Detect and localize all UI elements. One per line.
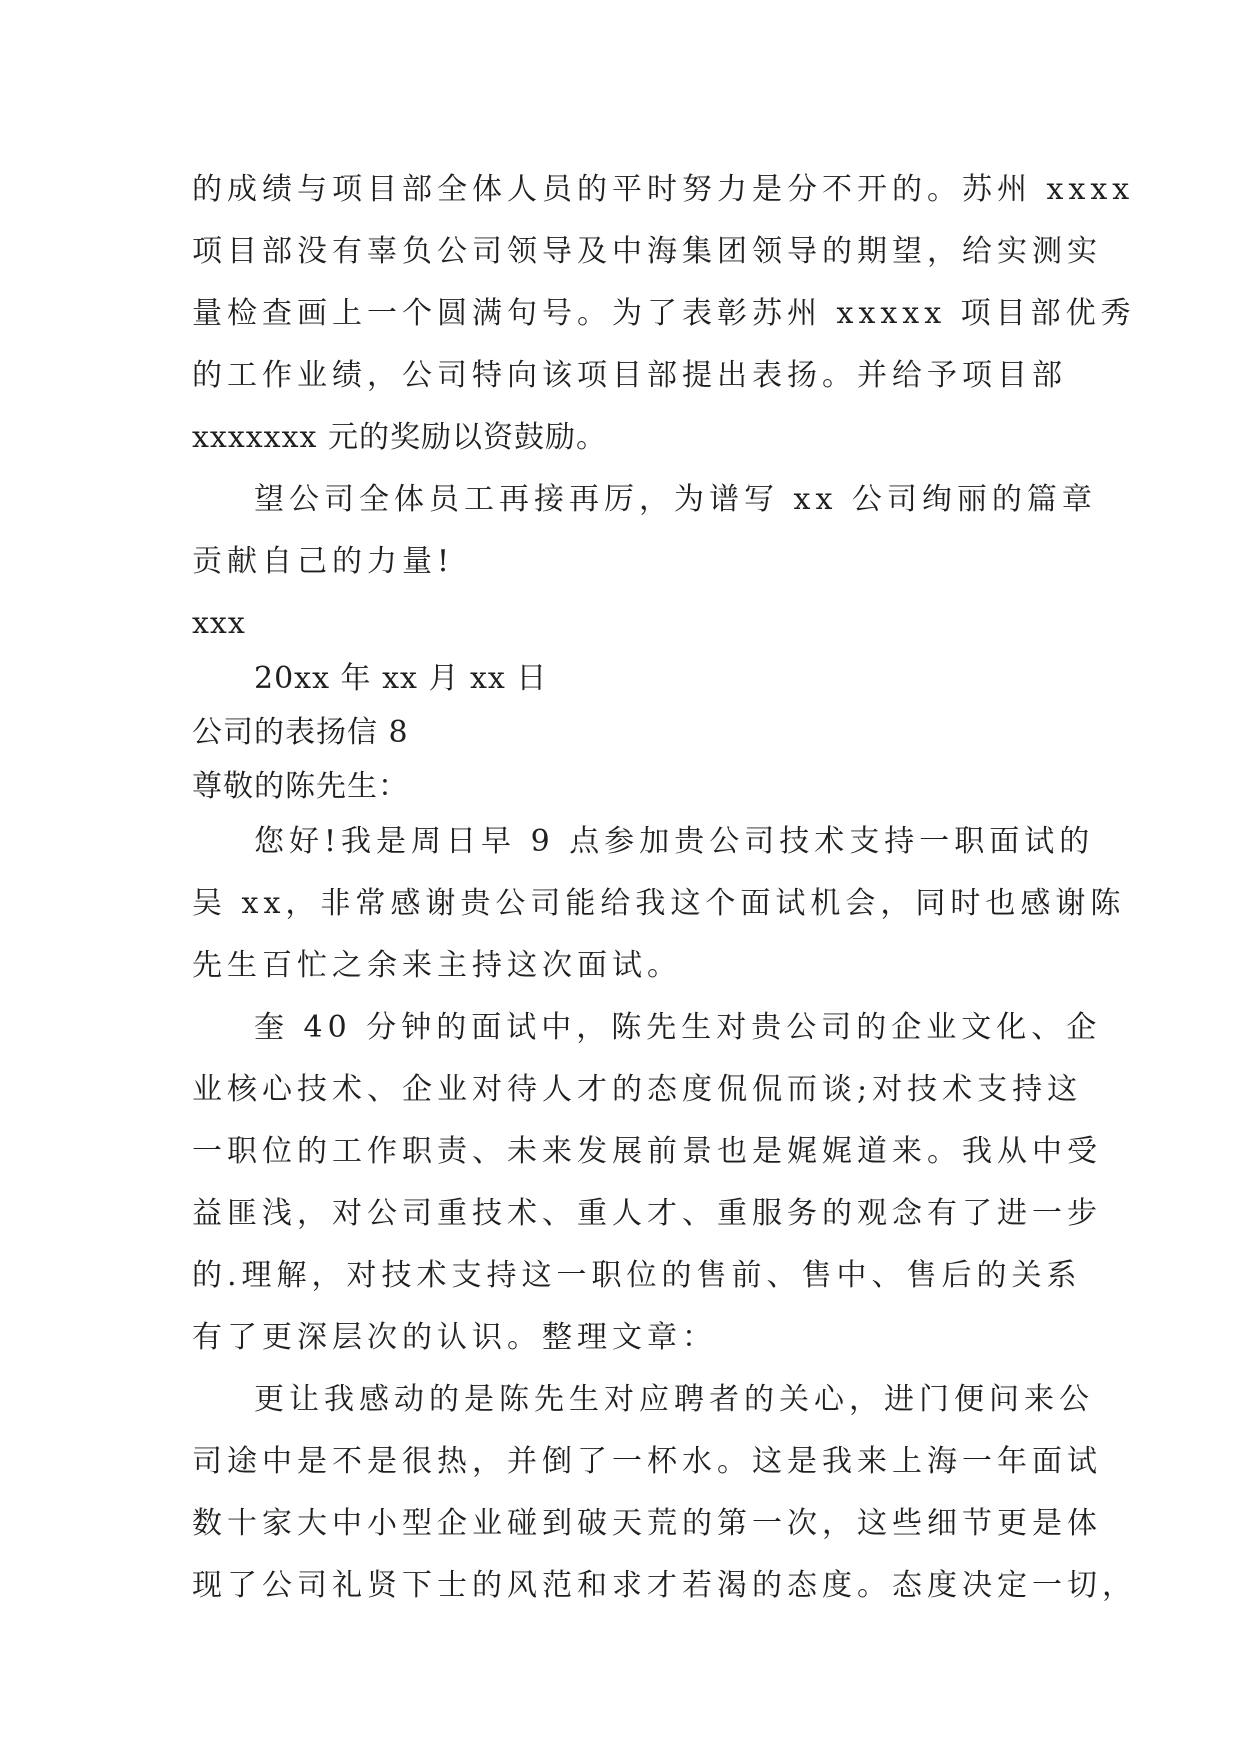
paragraph-line: 现了公司礼贤下士的风范和求才若渴的态度。态度决定一切， xyxy=(192,1568,1137,1603)
signature-date: 20xx 年 xx 月 xx 日 xyxy=(254,661,548,696)
paragraph-line: 益匪浅，对公司重技术、重人才、重服务的观念有了进一步 xyxy=(192,1196,1102,1231)
paragraph-line: 一职位的工作职责、未来发展前景也是娓娓道来。我从中受 xyxy=(192,1134,1102,1169)
paragraph-line: 量检查画上一个圆满句号。为了表彰苏州 xxxxx 项目部优秀 xyxy=(192,296,1136,331)
paragraph-line: 先生百忙之余来主持这次面试。 xyxy=(192,948,682,983)
paragraph-line: 的.理解，对技术支持这一职位的售前、售中、售后的关系 xyxy=(192,1258,1082,1293)
paragraph-line: 业核心技术、企业对待人才的态度侃侃而谈;对技术支持这 xyxy=(192,1072,1083,1107)
paragraph-line: 的成绩与项目部全体人员的平时努力是分不开的。苏州 xxxx xyxy=(192,172,1135,207)
letter-title: 公司的表扬信 8 xyxy=(192,715,409,750)
paragraph-line: 吴 xx，非常感谢贵公司能给我这个面试机会，同时也感谢陈 xyxy=(192,886,1126,921)
letter-salutation: 尊敬的陈先生： xyxy=(192,769,409,804)
paragraph-line: 奎 40 分钟的面试中，陈先生对贵公司的企业文化、企 xyxy=(254,1010,1102,1045)
paragraph-line: 更让我感动的是陈先生对应聘者的关心，进门便问来公 xyxy=(254,1382,1094,1417)
paragraph-line: 司途中是不是很热，并倒了一杯水。这是我来上海一年面试 xyxy=(192,1444,1102,1479)
paragraph-line: 望公司全体员工再接再厉，为谱写 xx 公司绚丽的篇章 xyxy=(254,482,1097,517)
signature-name: xxx xyxy=(192,606,246,641)
paragraph-line: 的工作业绩，公司特向该项目部提出表扬。并给予项目部 xyxy=(192,358,1067,393)
paragraph-line: 您好!我是周日早 9 点参加贵公司技术支持一职面试的 xyxy=(254,824,1095,859)
paragraph-line: 贡献自己的力量! xyxy=(192,544,455,579)
paragraph-line: 有了更深层次的认识。整理文章： xyxy=(192,1320,717,1355)
paragraph-line: xxxxxxx 元的奖励以资鼓励。 xyxy=(192,420,607,455)
paragraph-line: 项目部没有辜负公司领导及中海集团领导的期望，给实测实 xyxy=(192,234,1102,269)
paragraph-line: 数十家大中小型企业碰到破天荒的第一次，这些细节更是体 xyxy=(192,1506,1102,1541)
